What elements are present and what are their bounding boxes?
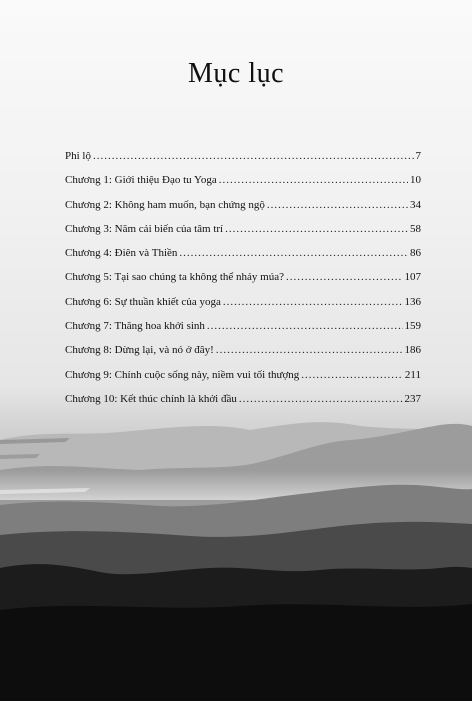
toc-entry <box>65 320 421 344</box>
toc-leader-dots <box>179 247 408 259</box>
toc-entry-label: Chương 4: Điên và Thiền <box>65 247 178 260</box>
toc-entry-page: 237 <box>404 392 421 405</box>
toc-entry <box>65 247 421 271</box>
toc-entry-label: Chương 9: Chính cuộc sống này, niềm vui tối thượng <box>65 368 300 381</box>
toc-entry <box>65 296 421 320</box>
toc-entry-page: 34 <box>410 198 421 211</box>
toc-leader-dots <box>93 150 414 162</box>
toc-entry-label: Chương 10: Kết thúc chính là khởi đầu <box>65 392 237 405</box>
toc-leader-dots <box>239 393 403 405</box>
toc-entry-page: 159 <box>404 320 421 333</box>
toc-entry <box>65 199 421 223</box>
table-of-contents <box>65 150 421 417</box>
toc-entry-label: Chương 5: Tại sao chúng ta không thể nhảy múa? <box>65 271 285 284</box>
toc-leader-dots <box>216 344 403 356</box>
toc-entry-label: Chương 1: Giới thiệu Đạo tu Yoga <box>65 174 217 187</box>
toc-entry-page: 136 <box>404 295 421 308</box>
toc-leader-dots <box>267 199 408 211</box>
toc-entry-page: 58 <box>410 222 421 235</box>
toc-entry-label: Chương 2: Không ham muốn, bạn chứng ngộ <box>65 198 265 211</box>
toc-entry <box>65 369 421 393</box>
toc-entry <box>65 174 421 198</box>
toc-leader-dots <box>286 271 402 283</box>
toc-entry-page: 211 <box>404 368 421 381</box>
toc-entry-page: 86 <box>410 247 421 260</box>
toc-leader-dots <box>225 223 408 235</box>
toc-entry-label: Chương 6: Sự thuần khiết của yoga <box>65 295 221 308</box>
toc-entry <box>65 150 421 174</box>
toc-entry-label: Chương 3: Năm cải biến của tâm trí <box>65 222 224 235</box>
toc-entry <box>65 223 421 247</box>
toc-entry-page: 10 <box>410 174 421 187</box>
toc-entry-page: 7 <box>415 150 421 162</box>
toc-entry <box>65 393 421 417</box>
toc-leader-dots <box>301 369 403 381</box>
toc-entry-label: Chương 8: Dừng lại, và nó ở đây! <box>65 344 214 357</box>
toc-leader-dots <box>223 296 403 308</box>
page-title: Mục lục <box>187 58 285 89</box>
toc-entry-label: Phi lộ <box>65 150 91 162</box>
toc-entry-page: 186 <box>404 344 421 357</box>
toc-entry-page: 107 <box>404 271 421 284</box>
toc-leader-dots <box>219 174 408 186</box>
toc-leader-dots <box>207 320 403 332</box>
toc-entry <box>65 344 421 368</box>
toc-entry <box>65 271 421 295</box>
toc-entry-label: Chương 7: Thăng hoa khởi sinh <box>65 320 205 333</box>
